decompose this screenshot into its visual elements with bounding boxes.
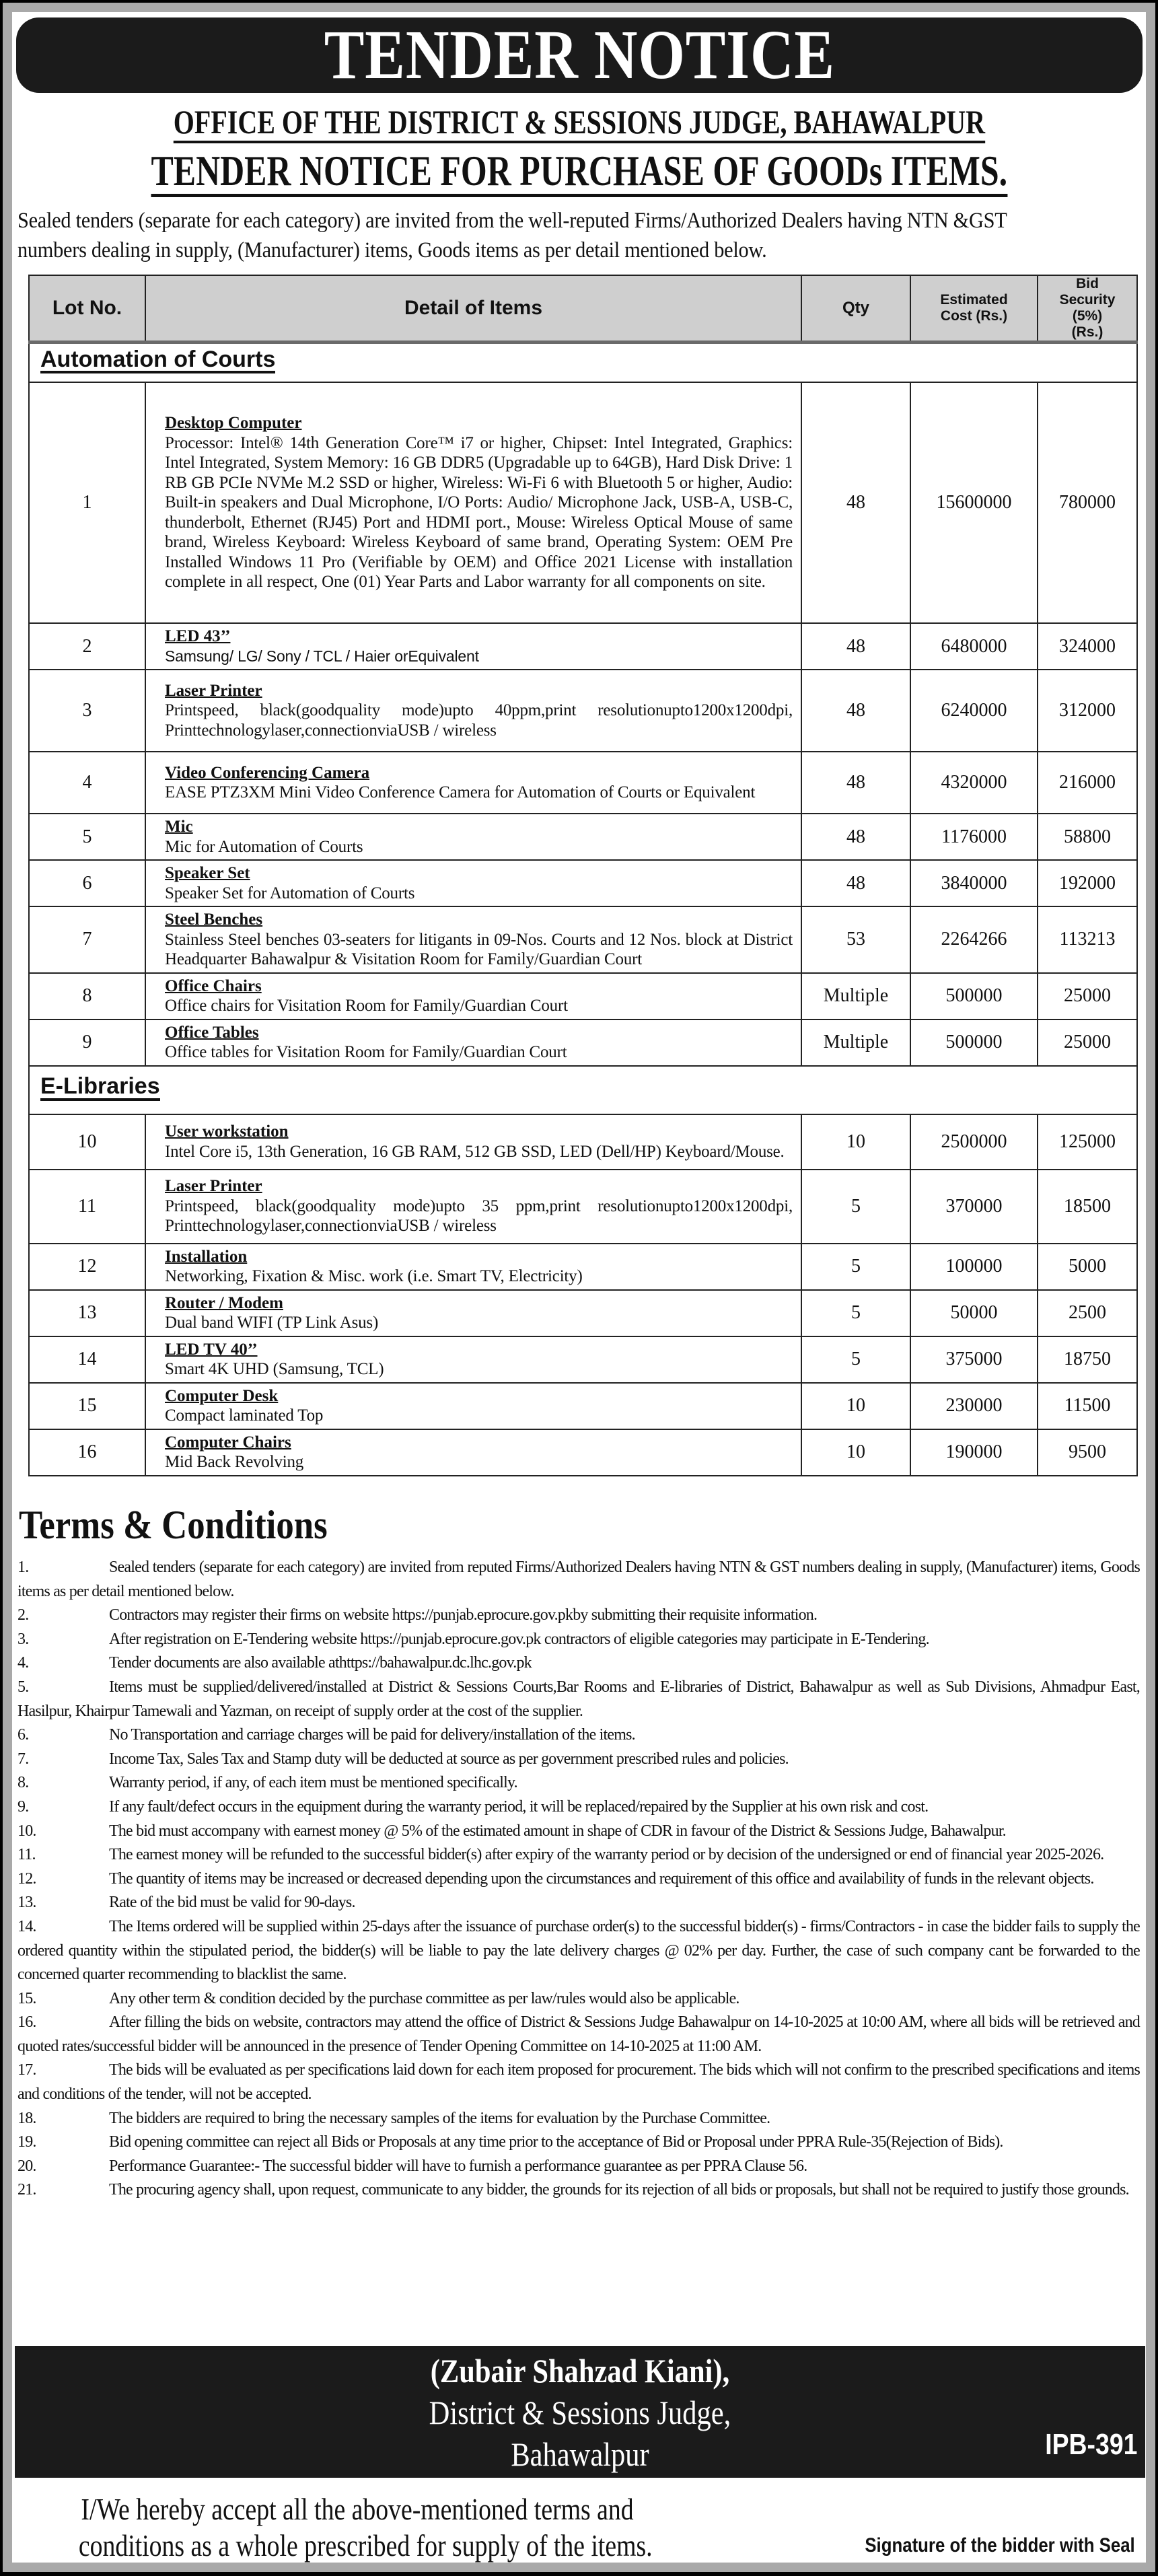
term-text: Any other term & condition decided by the purchase committee as per law/rules would also be applicable. (109, 1989, 739, 2007)
term-item (17, 1843, 1140, 1867)
term-item (17, 1795, 1140, 1820)
item-description: Printspeed, black(goodquality mode)upto 40ppm,print resolutionupto1200x1200dpi, Printtechnologylaser,connectionviaUSB / wireless (165, 701, 793, 740)
term-text: Contractors may register their firms on website https://punjab.eprocure.gov.pkby submitting their requisite information. (109, 1606, 818, 1624)
item-name: Desktop Computer (165, 414, 302, 433)
notice-subtitle: TENDER NOTICE FOR PURCHASE OF GOODs ITEMS. (151, 149, 1007, 197)
item-bid-security: 312000 (1038, 670, 1137, 752)
item-bid-security: 216000 (1038, 752, 1137, 814)
table-row (29, 1429, 1137, 1476)
item-bid-security: 125000 (1038, 1114, 1137, 1170)
item-estimated-cost: 100000 (910, 1244, 1038, 1290)
item-qty: 48 (801, 382, 910, 623)
item-qty: 5 (801, 1290, 910, 1336)
acceptance-line-2: conditions as a whole prescribed for supply of the items. (78, 2528, 653, 2563)
table-row (29, 752, 1137, 814)
title-banner (16, 17, 1143, 93)
term-number: 7. (17, 1750, 29, 1768)
section-title: E-Libraries (40, 1075, 160, 1101)
item-name: Laser Printer (165, 681, 262, 700)
notice-heading (12, 149, 1146, 197)
lot-number: 13 (29, 1290, 145, 1336)
term-item (17, 2178, 1140, 2203)
term-text: The Items ordered will be supplied within 25-days after the issuance of purchase order(s) to the successful bidder(s) - firms/Contractors - in case the bidder fails to supply the ordered quantity within the stipulated period, the bidder(s) will be liable to pay the late delivery charges @ 02% per day. Further, the case of such company cant be forwarded to the concerned quarter recommending to blacklist the same. (17, 1917, 1140, 1984)
table-row (29, 1290, 1137, 1336)
item-description: EASE PTZ3XM Mini Video Conference Camera for Automation of Courts or Equivalent (165, 783, 756, 801)
table-row (29, 1383, 1137, 1429)
header-lot (29, 275, 145, 343)
intro-line-2: numbers dealing in supply, (Manufacturer) items, Goods items as per detail mentioned below. (17, 238, 767, 262)
term-item (17, 1820, 1140, 1844)
term-number: 4. (17, 1654, 29, 1672)
item-detail (145, 814, 801, 860)
term-number: 2. (17, 1606, 29, 1624)
lot-number: 3 (29, 670, 145, 752)
office-name: OFFICE OF THE DISTRICT & SESSIONS JUDGE, BAHAWALPUR (173, 105, 984, 143)
item-estimated-cost: 370000 (910, 1170, 1038, 1244)
item-description: Stainless Steel benches 03-seaters for litigants in 09-Nos. Courts and 12 Nos. block at District Headquarter Bahawalpur & Visitation Room for Family/Guardian Court (165, 930, 793, 968)
item-name: Speaker Set (165, 864, 250, 882)
item-estimated-cost: 1176000 (910, 814, 1038, 860)
item-estimated-cost: 4320000 (910, 752, 1038, 814)
items-table-body (29, 343, 1137, 1476)
item-detail (145, 382, 801, 623)
term-item (17, 1628, 1140, 1652)
acceptance-line-1: I/We hereby accept all the above-mentioned terms and (81, 2492, 634, 2526)
item-description: Smart 4K UHD (Samsung, TCL) (165, 1360, 384, 1378)
item-qty: 10 (801, 1114, 910, 1170)
item-qty: 48 (801, 623, 910, 670)
header-est-line-1: Estimated (940, 292, 1008, 308)
item-bid-security: 58800 (1038, 814, 1137, 860)
item-qty: 53 (801, 906, 910, 973)
header-detail (145, 275, 801, 343)
reference-code: IPB-391 (1044, 2428, 1137, 2461)
item-description: Processor: Intel® 14th Generation Core™ i7 or higher, Chipset: Intel Integrated, Graphics: Intel Integrated, System Memory: 16 GB DDR5 (Upgradable up to 64GB), Hard Disk Drive: 1 RB GB PCIe NVMe M.2 SSD or higher, Wireless: Wi-Fi 6 with Bluetooth 5 or higher, Audio: Built-in speakers and Dual Microphone, I/O Ports: Audio/ Microphone Jack, USB-A, USB-C, thunderbolt, Ethernet (RJ45) Port and HDMI port., Mouse: Wireless Optical Mouse of same brand, Wireless Keyboard: Wireless Keyboard of same brand, Operating System: OEM Pre Installed Windows 11 Pro (Verifiable by OEM) and Office 2021 License with installation complete in all respect, One (01) Year Parts and Labor warranty for all components on site. (165, 433, 793, 592)
item-bid-security: 18500 (1038, 1170, 1137, 1244)
term-number: 8. (17, 1774, 29, 1792)
intro-paragraph (17, 206, 1137, 265)
term-number: 18. (17, 2109, 36, 2127)
term-item (17, 1771, 1140, 1795)
term-item (17, 1556, 1140, 1604)
item-estimated-cost: 500000 (910, 1019, 1038, 1066)
table-row (29, 670, 1137, 752)
term-text: If any fault/defect occurs in the equipment during the warranty period, it will be replaced/repaired by the Supplier at his own risk and cost. (109, 1797, 929, 1816)
item-bid-security: 113213 (1038, 906, 1137, 973)
item-description: Compact laminated Top (165, 1406, 324, 1425)
table-row (29, 382, 1137, 623)
header-bid-security (1038, 275, 1137, 343)
item-name: Office Chairs (165, 976, 262, 995)
item-name: LED TV 40’’ (165, 1340, 258, 1359)
item-estimated-cost: 15600000 (910, 382, 1038, 623)
term-item (17, 1604, 1140, 1628)
item-qty: 48 (801, 860, 910, 906)
term-number: 9. (17, 1797, 29, 1816)
table-row (29, 906, 1137, 973)
item-qty: 10 (801, 1429, 910, 1476)
item-bid-security: 18750 (1038, 1336, 1137, 1383)
lot-number: 11 (29, 1170, 145, 1244)
bidder-signature-label: Signature of the bidder with Seal (865, 2534, 1135, 2556)
term-text: Rate of the bid must be valid for 90-days. (109, 1894, 355, 1912)
terms-heading: Terms & Conditions (19, 1503, 328, 1547)
item-bid-security: 192000 (1038, 860, 1137, 906)
item-detail (145, 752, 801, 814)
header-bid-line-4: (Rs.) (1071, 324, 1103, 340)
item-qty: 10 (801, 1383, 910, 1429)
item-description: Office tables for Visitation Room for Family/Guardian Court (165, 1043, 567, 1061)
item-name: User workstation (165, 1122, 289, 1141)
lot-number: 7 (29, 906, 145, 973)
item-name: Video Conferencing Camera (165, 763, 370, 782)
item-detail (145, 1383, 801, 1429)
header-detail-label: Detail of Items (404, 297, 543, 319)
table-row (29, 973, 1137, 1019)
term-text: Performance Guarantee:- The successful bidder will have to furnish a performance guarantee as per PPRA Clause 56. (109, 2157, 807, 2175)
section-cell (29, 343, 1137, 383)
item-detail (145, 1019, 801, 1066)
item-detail (145, 1336, 801, 1383)
item-detail (145, 906, 801, 973)
signatory-designation: District & Sessions Judge, (429, 2394, 731, 2431)
terms-list (17, 1556, 1140, 2203)
term-text: After filling the bids on website, contractors may attend the office of District & Sessions Judge Bahawalpur on 14-10-2025 at 10:00 AM, where all bids will be retrieved and quoted rates/successful bidder will be announced in the presence of Tender Opening Committee on 14-10-2025 at 11:00 AM. (17, 2013, 1140, 2055)
term-number: 17. (17, 2061, 36, 2079)
term-text: Items must be supplied/delivered/installed at District & Sessions Courts,Bar Rooms and E-libraries of District, Bahawalpur as well as Sub Divisions, Ahmadpur East, Hasilpur, Khairpur Tamewali and Yazman, on receipt of supply order at the cost of the supplier. (17, 1678, 1140, 1720)
term-text: Warranty period, if any, of each item must be mentioned specifically. (109, 1774, 517, 1792)
lot-number: 9 (29, 1019, 145, 1066)
item-estimated-cost: 190000 (910, 1429, 1038, 1476)
header-lot-label: Lot No. (52, 297, 122, 319)
term-number: 21. (17, 2181, 36, 2199)
lot-number: 10 (29, 1114, 145, 1170)
item-name: Router / Modem (165, 1293, 283, 1312)
section-row (29, 343, 1137, 383)
term-item (17, 1651, 1140, 1676)
item-estimated-cost: 50000 (910, 1290, 1038, 1336)
lot-number: 16 (29, 1429, 145, 1476)
item-estimated-cost: 500000 (910, 973, 1038, 1019)
item-name: Office Tables (165, 1023, 259, 1042)
item-qty: 5 (801, 1244, 910, 1290)
lot-number: 8 (29, 973, 145, 1019)
term-number: 10. (17, 1822, 36, 1840)
term-text: The procuring agency shall, upon request, communicate to any bidder, the grounds for its rejection of all bids or proposals, but shall not be required to justify those grounds. (109, 2181, 1129, 2199)
table-header-row (29, 275, 1137, 343)
items-table (28, 275, 1138, 1476)
header-qty-label: Qty (842, 299, 869, 317)
item-detail (145, 1290, 801, 1336)
item-description: Intel Core i5, 13th Generation, 16 GB RAM, 512 GB SSD, LED (Dell/HP) Keyboard/Mouse. (165, 1142, 785, 1161)
notice-page (12, 12, 1146, 2563)
term-text: The quantity of items may be increased or decreased depending upon the circumstances and requirement of this office and availability of funds in the relevant objects. (109, 1869, 1094, 1888)
term-item (17, 2131, 1140, 2155)
item-detail (145, 1114, 801, 1170)
item-estimated-cost: 6480000 (910, 623, 1038, 670)
term-number: 12. (17, 1869, 36, 1888)
item-qty: 5 (801, 1170, 910, 1244)
item-estimated-cost: 230000 (910, 1383, 1038, 1429)
term-number: 5. (17, 1678, 29, 1696)
lot-number: 1 (29, 382, 145, 623)
term-number: 13. (17, 1894, 36, 1912)
header-bid-line-2: Security (1059, 292, 1116, 308)
term-number: 19. (17, 2133, 36, 2151)
term-text: The bidders are required to bring the necessary samples of the items for evaluation by the Purchase Committee. (109, 2109, 770, 2127)
item-detail (145, 973, 801, 1019)
item-estimated-cost: 6240000 (910, 670, 1038, 752)
item-qty: Multiple (801, 973, 910, 1019)
section-row (29, 1066, 1137, 1114)
intro-line-1: Sealed tenders (separate for each category) are invited from the well-reputed Firms/Authorized Dealers having NTN &GST (17, 209, 1007, 233)
term-text: The bid must accompany with earnest money @ 5% of the estimated amount in shape of CDR in favour of the District & Sessions Judge, Bahawalpur. (109, 1822, 1006, 1840)
item-detail (145, 1244, 801, 1290)
term-text: The earnest money will be refunded to the successful bidder(s) after expiry of the warranty period or by decision of the undersigned or end of financial year 2025-2026. (109, 1846, 1104, 1864)
term-number: 15. (17, 1989, 36, 2007)
term-number: 11. (17, 1846, 36, 1864)
term-item (17, 2011, 1140, 2059)
term-item (17, 1987, 1140, 2011)
item-bid-security: 2500 (1038, 1290, 1137, 1336)
item-bid-security: 324000 (1038, 623, 1137, 670)
header-est-line-2: Cost (Rs.) (940, 308, 1008, 324)
item-name: Laser Printer (165, 1177, 262, 1196)
term-number: 1. (17, 1559, 29, 1576)
term-item (17, 1867, 1140, 1892)
header-bid-line-1: Bid (1076, 276, 1099, 291)
item-detail (145, 623, 801, 670)
table-row (29, 1170, 1137, 1244)
item-detail (145, 670, 801, 752)
table-row (29, 1244, 1137, 1290)
item-description: Dual band WIFI (TP Link Asus) (165, 1314, 379, 1332)
term-number: 6. (17, 1726, 29, 1744)
signatory-banner (15, 2346, 1145, 2478)
term-item (17, 1723, 1140, 1748)
term-item (17, 1891, 1140, 1915)
term-item (17, 1748, 1140, 1772)
item-description: Mic for Automation of Courts (165, 837, 363, 856)
signatory-block (15, 2350, 1145, 2475)
item-estimated-cost: 2500000 (910, 1114, 1038, 1170)
table-row (29, 1019, 1137, 1066)
header-bid-line-3: (5%) (1072, 308, 1103, 324)
item-name: Mic (165, 818, 193, 836)
item-description: Speaker Set for Automation of Courts (165, 884, 415, 902)
section-cell (29, 1066, 1137, 1114)
lot-number: 15 (29, 1383, 145, 1429)
term-text: The bids will be evaluated as per specifications laid down for each item proposed for procurement. The bids which will not confirm to the prescribed specifications and items and conditions of the tender, will not be accepted. (17, 2061, 1140, 2104)
lot-number: 2 (29, 623, 145, 670)
item-estimated-cost: 375000 (910, 1336, 1038, 1383)
term-item (17, 1676, 1140, 1723)
header-estimated-cost (910, 275, 1038, 343)
item-description: Samsung/ LG/ Sony / TCL / Haier orEquivalent (165, 647, 479, 665)
item-description: Office chairs for Visitation Room for Family/Guardian Court (165, 997, 568, 1015)
item-bid-security: 25000 (1038, 1019, 1137, 1066)
header-qty (801, 275, 910, 343)
item-name: LED 43’’ (165, 627, 231, 645)
item-estimated-cost: 3840000 (910, 860, 1038, 906)
item-description: Mid Back Revolving (165, 1453, 304, 1471)
item-bid-security: 9500 (1038, 1429, 1137, 1476)
page-title: TENDER NOTICE (324, 16, 835, 94)
lot-number: 4 (29, 752, 145, 814)
table-row (29, 623, 1137, 670)
item-name: Steel Benches (165, 910, 263, 929)
item-bid-security: 5000 (1038, 1244, 1137, 1290)
office-heading (12, 105, 1146, 143)
table-row (29, 1114, 1137, 1170)
lot-number: 5 (29, 814, 145, 860)
lot-number: 6 (29, 860, 145, 906)
item-qty: 48 (801, 670, 910, 752)
item-qty: 5 (801, 1336, 910, 1383)
item-qty: 48 (801, 814, 910, 860)
term-item (17, 2059, 1140, 2106)
term-item (17, 2107, 1140, 2131)
item-detail (145, 1170, 801, 1244)
term-text: Tender documents are also available athttps://bahawalpur.dc.lhc.gov.pk (109, 1654, 532, 1672)
term-text: Income Tax, Sales Tax and Stamp duty will be deducted at source as per government prescribed rules and policies. (109, 1750, 789, 1768)
item-name: Computer Desk (165, 1386, 279, 1405)
lot-number: 12 (29, 1244, 145, 1290)
signatory-place: Bahawalpur (511, 2435, 649, 2473)
lot-number: 14 (29, 1336, 145, 1383)
term-item (17, 1915, 1140, 1987)
term-number: 3. (17, 1630, 29, 1648)
item-description: Networking, Fixation & Misc. work (i.e. Smart TV, Electricity) (165, 1267, 583, 1285)
table-row (29, 1336, 1137, 1383)
term-text: Sealed tenders (separate for each category) are invited from reputed Firms/Authorized Dealers having NTN & GST numbers dealing in supply, (Manufacturer) items, Goods items as per detail mentioned below. (17, 1559, 1140, 1600)
term-text: No Transportation and carriage charges will be paid for delivery/installation of the items. (109, 1726, 635, 1744)
table-row (29, 814, 1137, 860)
section-title: Automation of Courts (40, 348, 275, 374)
item-name: Computer Chairs (165, 1433, 291, 1452)
term-number: 14. (17, 1917, 36, 1935)
item-bid-security: 25000 (1038, 973, 1137, 1019)
item-estimated-cost: 2264266 (910, 906, 1038, 973)
item-qty: Multiple (801, 1019, 910, 1066)
item-bid-security: 780000 (1038, 382, 1137, 623)
item-qty: 48 (801, 752, 910, 814)
term-text: Bid opening committee can reject all Bids or Proposals at any time prior to the acceptance of Bid or Proposal under PPRA Rule-35(Rejection of Bids). (109, 2133, 1003, 2151)
page-frame (3, 3, 1155, 2572)
item-name: Installation (165, 1247, 248, 1266)
acceptance-statement (17, 2491, 697, 2564)
term-item (17, 2155, 1140, 2179)
item-bid-security: 11500 (1038, 1383, 1137, 1429)
item-description: Printspeed, black(goodquality mode)upto 35 ppm,print resolutionupto1200x1200dpi, Printtechnologylaser,connectionviaUSB / wireless (165, 1196, 793, 1236)
table-row (29, 860, 1137, 906)
item-detail (145, 1429, 801, 1476)
term-text: After registration on E-Tendering website https://punjab.eprocure.gov.pk contractors of eligible categories may participate in E-Tendering. (109, 1630, 929, 1648)
term-number: 20. (17, 2157, 36, 2175)
item-detail (145, 860, 801, 906)
term-number: 16. (17, 2013, 36, 2032)
signatory-name: (Zubair Shahzad Kiani), (430, 2352, 730, 2390)
